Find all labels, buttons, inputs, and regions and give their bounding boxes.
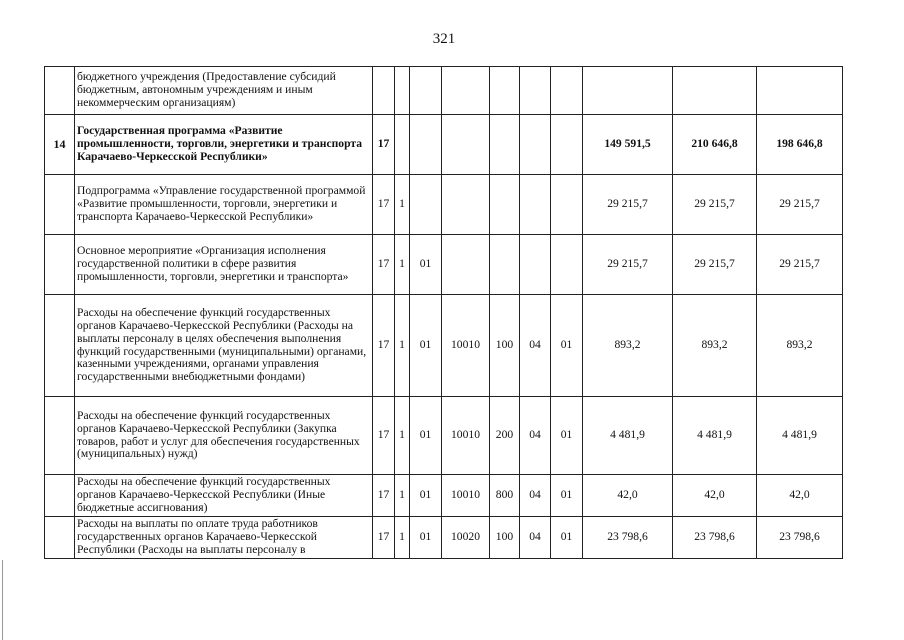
row-description: Подпрограмма «Управление государственной программой «Развитие промышленности, торговли, энергетики и транспорта Карачаево-Черкесской Республики» (75, 175, 373, 235)
code-direction: 10010 (442, 397, 490, 475)
row-description: Основное мероприятие «Организация исполнения государственной политики в сфере развития промышленности, торговли, энергетики и транспорта» (75, 235, 373, 295)
row-number (45, 517, 75, 559)
amount-year-2: 893,2 (673, 295, 757, 397)
code-subprogram: 1 (395, 175, 410, 235)
amount-year-2: 4 481,9 (673, 397, 757, 475)
code-subsection (551, 175, 583, 235)
code-section: 04 (520, 295, 551, 397)
row-description: бюджетного учреждения (Предоставление субсидий бюджетным, автономным учреждениям и иным некоммерческим организациям) (75, 67, 373, 115)
code-measure (410, 175, 442, 235)
row-description: Расходы на обеспечение функций государственных органов Карачаево-Черкесской Республики (Расходы на выплаты персоналу в целях обеспечения выполнения функций государственными (муниципальными) органами, казенными учреждениями, органами управления государственными внебюджетными фондами) (75, 295, 373, 397)
table-row (45, 295, 843, 397)
amount-year-1 (583, 67, 673, 115)
code-admin (373, 67, 395, 115)
code-direction (442, 115, 490, 175)
code-subprogram (395, 67, 410, 115)
amount-year-2: 210 646,8 (673, 115, 757, 175)
amount-year-3: 23 798,6 (757, 517, 843, 559)
code-subsection: 01 (551, 397, 583, 475)
amount-year-1: 4 481,9 (583, 397, 673, 475)
code-section: 04 (520, 397, 551, 475)
code-subsection (551, 67, 583, 115)
row-number (45, 475, 75, 517)
amount-year-2: 29 215,7 (673, 175, 757, 235)
row-number (45, 67, 75, 115)
row-number (45, 295, 75, 397)
code-subprogram: 1 (395, 517, 410, 559)
code-direction: 10020 (442, 517, 490, 559)
table-row (45, 517, 843, 559)
code-section: 04 (520, 475, 551, 517)
row-number (45, 397, 75, 475)
amount-year-1: 23 798,6 (583, 517, 673, 559)
amount-year-3: 893,2 (757, 295, 843, 397)
amount-year-3: 29 215,7 (757, 235, 843, 295)
budget-table (44, 66, 843, 559)
code-subprogram: 1 (395, 235, 410, 295)
row-description: Расходы на выплаты по оплате труда работников государственных органов Карачаево-Черкесской Республики (Расходы на выплаты персоналу в (75, 517, 373, 559)
table-row (45, 115, 843, 175)
code-subsection (551, 235, 583, 295)
code-measure: 01 (410, 517, 442, 559)
amount-year-1: 893,2 (583, 295, 673, 397)
amount-year-1: 29 215,7 (583, 235, 673, 295)
code-direction (442, 235, 490, 295)
code-expense-type: 800 (490, 475, 520, 517)
code-admin: 17 (373, 235, 395, 295)
code-subprogram: 1 (395, 397, 410, 475)
row-number (45, 235, 75, 295)
code-expense-type: 100 (490, 517, 520, 559)
code-expense-type (490, 175, 520, 235)
table-row (45, 175, 843, 235)
row-description: Государственная программа «Развитие промышленности, торговли, энергетики и транспорта Карачаево-Черкесской Республики» (75, 115, 373, 175)
amount-year-3: 29 215,7 (757, 175, 843, 235)
row-number (45, 175, 75, 235)
code-expense-type (490, 235, 520, 295)
code-admin: 17 (373, 295, 395, 397)
code-subsection: 01 (551, 475, 583, 517)
amount-year-1: 42,0 (583, 475, 673, 517)
amount-year-2: 23 798,6 (673, 517, 757, 559)
code-direction (442, 175, 490, 235)
table-row (45, 475, 843, 517)
code-measure (410, 115, 442, 175)
code-measure: 01 (410, 397, 442, 475)
code-measure: 01 (410, 235, 442, 295)
code-admin: 17 (373, 175, 395, 235)
code-section: 04 (520, 517, 551, 559)
code-direction (442, 67, 490, 115)
row-description: Расходы на обеспечение функций государственных органов Карачаево-Черкесской Республики (Иные бюджетные ассигнования) (75, 475, 373, 517)
amount-year-1: 29 215,7 (583, 175, 673, 235)
code-measure (410, 67, 442, 115)
amount-year-3: 198 646,8 (757, 115, 843, 175)
code-section (520, 115, 551, 175)
code-admin: 17 (373, 115, 395, 175)
code-direction: 10010 (442, 475, 490, 517)
amount-year-2: 29 215,7 (673, 235, 757, 295)
code-expense-type (490, 115, 520, 175)
code-admin: 17 (373, 517, 395, 559)
amount-year-2: 42,0 (673, 475, 757, 517)
amount-year-3 (757, 67, 843, 115)
code-subprogram: 1 (395, 475, 410, 517)
row-description: Расходы на обеспечение функций государственных органов Карачаево-Черкесской Республики (Закупка товаров, работ и услуг для обеспечения государственных (муниципальных) нужд) (75, 397, 373, 475)
code-subsection (551, 115, 583, 175)
code-subprogram (395, 115, 410, 175)
code-section (520, 235, 551, 295)
code-direction: 10010 (442, 295, 490, 397)
row-number: 14 (45, 115, 75, 175)
code-section (520, 67, 551, 115)
code-measure: 01 (410, 475, 442, 517)
code-subsection: 01 (551, 295, 583, 397)
code-admin: 17 (373, 475, 395, 517)
budget-table-body (45, 67, 843, 559)
code-section (520, 175, 551, 235)
amount-year-1: 149 591,5 (583, 115, 673, 175)
page-number: 321 (432, 31, 456, 47)
code-expense-type (490, 67, 520, 115)
code-expense-type: 100 (490, 295, 520, 397)
code-measure: 01 (410, 295, 442, 397)
table-row (45, 235, 843, 295)
code-subsection: 01 (551, 517, 583, 559)
table-row (45, 67, 843, 115)
amount-year-3: 42,0 (757, 475, 843, 517)
code-admin: 17 (373, 397, 395, 475)
amount-year-2 (673, 67, 757, 115)
code-expense-type: 200 (490, 397, 520, 475)
scan-edge-mark (2, 560, 3, 640)
amount-year-3: 4 481,9 (757, 397, 843, 475)
table-row (45, 397, 843, 475)
code-subprogram: 1 (395, 295, 410, 397)
